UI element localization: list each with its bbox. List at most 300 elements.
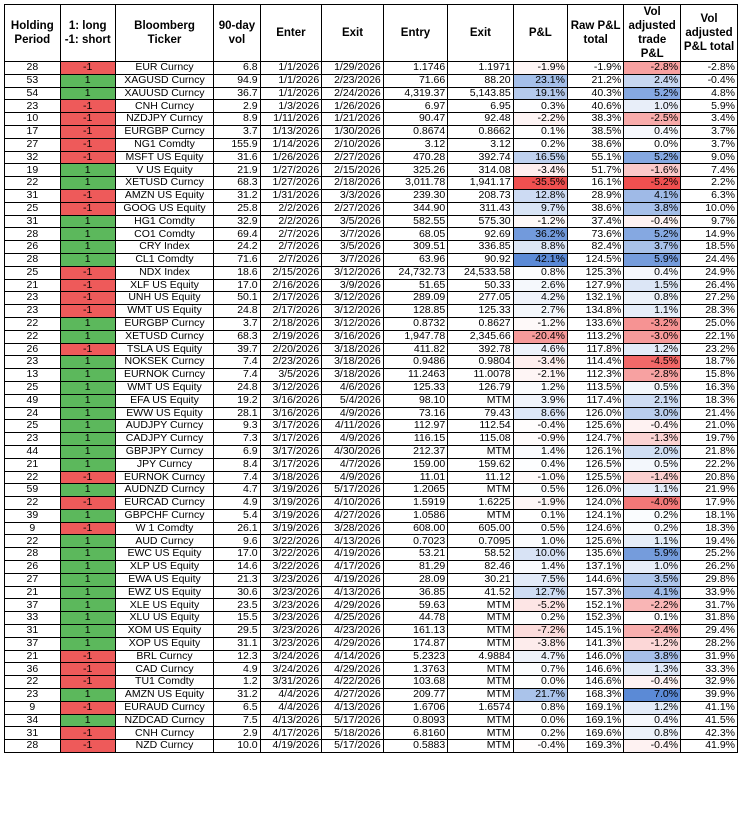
vol-adj-trade-pnl-cell: 5.9% (624, 548, 681, 561)
exit-price-cell: 30.21 (448, 573, 513, 586)
holding-period-cell: 22 (5, 177, 61, 190)
vol-adj-pnl-total-cell: 18.5% (681, 241, 738, 254)
vol-adj-trade-pnl-cell: 0.4% (624, 125, 681, 138)
enter-date-cell: 3/23/2026 (260, 586, 322, 599)
pnl-cell: 42.1% (513, 253, 567, 266)
ticker-cell: EURNOK Curncy (115, 471, 214, 484)
ticker-cell: AUDJPY Curncy (115, 420, 214, 433)
vol-adj-pnl-total-cell: 26.2% (681, 561, 738, 574)
entry-price-cell: 239.30 (383, 189, 447, 202)
table-row (5, 279, 738, 292)
vol-adj-trade-pnl-cell: 0.5% (624, 381, 681, 394)
holding-period-cell: 39 (5, 509, 61, 522)
direction-cell: -1 (60, 202, 115, 215)
vol-adj-pnl-total-cell: 18.7% (681, 356, 738, 369)
vol-cell: 31.1 (214, 637, 260, 650)
vol-cell: 4.9 (214, 497, 260, 510)
vol-adj-pnl-total-cell: 7.4% (681, 164, 738, 177)
vol-adj-pnl-total-cell: 29.8% (681, 573, 738, 586)
vol-adj-trade-pnl-cell: 1.1% (624, 484, 681, 497)
holding-period-cell: 26 (5, 241, 61, 254)
holding-period-cell: 31 (5, 625, 61, 638)
pnl-cell: 0.5% (513, 522, 567, 535)
ticker-cell: NZDJPY Curncy (115, 113, 214, 126)
vol-adj-trade-pnl-cell: 5.2% (624, 87, 681, 100)
exit-price-cell: 314.08 (448, 164, 513, 177)
entry-price-cell: 59.63 (383, 599, 447, 612)
header-row (5, 5, 738, 62)
raw-pnl-total-cell: 16.1% (567, 177, 623, 190)
vol-adj-pnl-total-cell: 16.3% (681, 381, 738, 394)
enter-date-cell: 3/16/2026 (260, 407, 322, 420)
enter-date-cell: 4/4/2026 (260, 689, 322, 702)
holding-period-cell: 23 (5, 292, 61, 305)
direction-cell: -1 (60, 522, 115, 535)
exit-date-cell: 4/23/2026 (322, 625, 384, 638)
holding-period-cell: 28 (5, 228, 61, 241)
raw-pnl-total-cell: 114.4% (567, 356, 623, 369)
enter-date-cell: 3/5/2026 (260, 369, 322, 382)
table-row (5, 561, 738, 574)
entry-price-cell: 1.0586 (383, 509, 447, 522)
vol-adj-trade-pnl-cell: 2.4% (624, 74, 681, 87)
entry-price-cell: 344.90 (383, 202, 447, 215)
raw-pnl-total-cell: 125.5% (567, 471, 623, 484)
exit-price-cell: 115.08 (448, 433, 513, 446)
holding-period-cell: 22 (5, 317, 61, 330)
ticker-cell: CNH Curncy (115, 727, 214, 740)
direction-cell: 1 (60, 228, 115, 241)
exit-date-cell: 3/12/2026 (322, 292, 384, 305)
ticker-cell: EWA US Equity (115, 573, 214, 586)
direction-cell: 1 (60, 215, 115, 228)
exit-price-cell: 92.69 (448, 228, 513, 241)
entry-price-cell: 28.09 (383, 573, 447, 586)
exit-price-cell: 4.9884 (448, 650, 513, 663)
pnl-cell: 3.9% (513, 394, 567, 407)
raw-pnl-total-cell: 124.1% (567, 509, 623, 522)
vol-adj-pnl-total-cell: 10.0% (681, 202, 738, 215)
vol-cell: 31.2 (214, 189, 260, 202)
holding-period-cell: 25 (5, 420, 61, 433)
ticker-cell: EURGBP Curncy (115, 317, 214, 330)
exit-price-cell: 88.20 (448, 74, 513, 87)
table-row (5, 445, 738, 458)
raw-pnl-total-cell: 144.6% (567, 573, 623, 586)
pnl-cell: 1.4% (513, 561, 567, 574)
vol-cell: 7.5 (214, 714, 260, 727)
raw-pnl-total-cell: 146.6% (567, 663, 623, 676)
enter-date-cell: 3/17/2026 (260, 445, 322, 458)
exit-date-cell: 3/7/2026 (322, 228, 384, 241)
ticker-cell: CADJPY Curncy (115, 433, 214, 446)
exit-price-cell: MTM (448, 612, 513, 625)
ticker-cell: AUDNZD Curncy (115, 484, 214, 497)
holding-period-cell: 31 (5, 189, 61, 202)
vol-adj-trade-pnl-cell: 3.8% (624, 650, 681, 663)
vol-adj-trade-pnl-cell: 1.0% (624, 100, 681, 113)
pnl-cell: 21.7% (513, 689, 567, 702)
holding-period-cell: 37 (5, 599, 61, 612)
pnl-cell: 1.4% (513, 445, 567, 458)
exit-date-cell: 2/27/2026 (322, 151, 384, 164)
table-row (5, 292, 738, 305)
vol-adj-trade-pnl-cell: -2.5% (624, 113, 681, 126)
raw-pnl-total-cell: 40.6% (567, 100, 623, 113)
exit-date-cell: 2/10/2026 (322, 138, 384, 151)
vol-adj-pnl-total-cell: 22.2% (681, 458, 738, 471)
direction-cell: 1 (60, 420, 115, 433)
raw-pnl-total-cell: 40.3% (567, 87, 623, 100)
vol-cell: 9.3 (214, 420, 260, 433)
exit-date-cell: 3/16/2026 (322, 330, 384, 343)
direction-cell: 1 (60, 458, 115, 471)
holding-period-cell: 32 (5, 151, 61, 164)
header-vol-adj-trade-pnl: Vol adjusted trade P&L (624, 5, 681, 62)
direction-cell: 1 (60, 573, 115, 586)
entry-price-cell: 411.82 (383, 343, 447, 356)
pnl-cell: 8.6% (513, 407, 567, 420)
vol-cell: 2.9 (214, 100, 260, 113)
holding-period-cell: 33 (5, 612, 61, 625)
pnl-cell: -1.0% (513, 471, 567, 484)
table-row (5, 663, 738, 676)
raw-pnl-total-cell: 112.3% (567, 369, 623, 382)
holding-period-cell: 21 (5, 586, 61, 599)
entry-price-cell: 470.28 (383, 151, 447, 164)
table-row (5, 317, 738, 330)
exit-price-cell: 125.33 (448, 305, 513, 318)
vol-adj-trade-pnl-cell: -2.2% (624, 599, 681, 612)
direction-cell: 1 (60, 625, 115, 638)
vol-adj-pnl-total-cell: 19.7% (681, 433, 738, 446)
header-vol: 90-day vol (214, 5, 260, 62)
vol-adj-trade-pnl-cell: -2.4% (624, 625, 681, 638)
enter-date-cell: 2/17/2026 (260, 292, 322, 305)
enter-date-cell: 3/22/2026 (260, 561, 322, 574)
exit-price-cell: 11.12 (448, 471, 513, 484)
vol-adj-pnl-total-cell: 15.8% (681, 369, 738, 382)
ticker-cell: EFA US Equity (115, 394, 214, 407)
entry-price-cell: 73.16 (383, 407, 447, 420)
entry-price-cell: 24,732.73 (383, 266, 447, 279)
exit-date-cell: 4/9/2026 (322, 407, 384, 420)
vol-adj-trade-pnl-cell: 7.0% (624, 689, 681, 702)
ticker-cell: EURCAD Curncy (115, 497, 214, 510)
table-row (5, 714, 738, 727)
raw-pnl-total-cell: 37.4% (567, 215, 623, 228)
table-row (5, 433, 738, 446)
entry-price-cell: 125.33 (383, 381, 447, 394)
holding-period-cell: 23 (5, 356, 61, 369)
vol-adj-trade-pnl-cell: 3.7% (624, 241, 681, 254)
raw-pnl-total-cell: 126.0% (567, 407, 623, 420)
exit-price-cell: 58.52 (448, 548, 513, 561)
raw-pnl-total-cell: 38.6% (567, 138, 623, 151)
enter-date-cell: 1/14/2026 (260, 138, 322, 151)
entry-price-cell: 81.29 (383, 561, 447, 574)
vol-adj-pnl-total-cell: 24.9% (681, 266, 738, 279)
raw-pnl-total-cell: 38.3% (567, 113, 623, 126)
table-row (5, 522, 738, 535)
vol-cell: 12.3 (214, 650, 260, 663)
vol-cell: 29.5 (214, 625, 260, 638)
enter-date-cell: 3/23/2026 (260, 637, 322, 650)
exit-price-cell: MTM (448, 727, 513, 740)
vol-adj-pnl-total-cell: 18.1% (681, 509, 738, 522)
header-direction: 1: long -1: short (60, 5, 115, 62)
holding-period-cell: 21 (5, 458, 61, 471)
direction-cell: 1 (60, 548, 115, 561)
table-row (5, 253, 738, 266)
ticker-cell: XLP US Equity (115, 561, 214, 574)
enter-date-cell: 3/23/2026 (260, 625, 322, 638)
header-enter-date: Enter (260, 5, 322, 62)
raw-pnl-total-cell: 117.4% (567, 394, 623, 407)
vol-cell: 10.0 (214, 740, 260, 753)
direction-cell: 1 (60, 535, 115, 548)
pnl-cell: -0.9% (513, 433, 567, 446)
exit-date-cell: 3/9/2026 (322, 279, 384, 292)
exit-date-cell: 3/18/2026 (322, 369, 384, 382)
vol-cell: 7.4 (214, 356, 260, 369)
raw-pnl-total-cell: 125.6% (567, 420, 623, 433)
enter-date-cell: 3/16/2026 (260, 394, 322, 407)
exit-price-cell: 605.00 (448, 522, 513, 535)
entry-price-cell: 1.1746 (383, 62, 447, 75)
direction-cell: 1 (60, 164, 115, 177)
entry-price-cell: 1.6706 (383, 701, 447, 714)
exit-price-cell: MTM (448, 484, 513, 497)
exit-date-cell: 1/30/2026 (322, 125, 384, 138)
ticker-cell: WMT US Equity (115, 381, 214, 394)
vol-adj-pnl-total-cell: 32.9% (681, 676, 738, 689)
table-body (5, 62, 738, 753)
table-row (5, 369, 738, 382)
vol-adj-pnl-total-cell: 27.2% (681, 292, 738, 305)
ticker-cell: EURGBP Curncy (115, 125, 214, 138)
enter-date-cell: 3/24/2026 (260, 650, 322, 663)
vol-adj-pnl-total-cell: 4.8% (681, 87, 738, 100)
pnl-cell: 2.6% (513, 279, 567, 292)
raw-pnl-total-cell: 125.6% (567, 535, 623, 548)
enter-date-cell: 3/23/2026 (260, 599, 322, 612)
exit-price-cell: 392.78 (448, 343, 513, 356)
table-row (5, 330, 738, 343)
ticker-cell: NDX Index (115, 266, 214, 279)
enter-date-cell: 1/13/2026 (260, 125, 322, 138)
ticker-cell: TSLA US Equity (115, 343, 214, 356)
ticker-cell: MSFT US Equity (115, 151, 214, 164)
vol-adj-pnl-total-cell: 3.7% (681, 125, 738, 138)
raw-pnl-total-cell: 126.1% (567, 445, 623, 458)
enter-date-cell: 1/26/2026 (260, 151, 322, 164)
direction-cell: 1 (60, 330, 115, 343)
table-row (5, 676, 738, 689)
vol-cell: 2.9 (214, 727, 260, 740)
table-row (5, 138, 738, 151)
pnl-cell: -1.9% (513, 62, 567, 75)
table-row (5, 266, 738, 279)
table-row (5, 62, 738, 75)
holding-period-cell: 28 (5, 740, 61, 753)
header-ticker: Bloomberg Ticker (115, 5, 214, 62)
vol-adj-pnl-total-cell: 21.9% (681, 484, 738, 497)
vol-adj-trade-pnl-cell: 2.1% (624, 394, 681, 407)
raw-pnl-total-cell: 126.0% (567, 484, 623, 497)
enter-date-cell: 3/18/2026 (260, 471, 322, 484)
holding-period-cell: 28 (5, 548, 61, 561)
exit-price-cell: MTM (448, 714, 513, 727)
raw-pnl-total-cell: 146.6% (567, 676, 623, 689)
holding-period-cell: 22 (5, 535, 61, 548)
table-row (5, 458, 738, 471)
vol-adj-trade-pnl-cell: 2.0% (624, 445, 681, 458)
entry-price-cell: 36.85 (383, 586, 447, 599)
enter-date-cell: 3/31/2026 (260, 676, 322, 689)
direction-cell: 1 (60, 369, 115, 382)
direction-cell: -1 (60, 740, 115, 753)
table-row (5, 689, 738, 702)
ticker-cell: AMZN US Equity (115, 189, 214, 202)
entry-price-cell: 98.10 (383, 394, 447, 407)
vol-cell: 69.4 (214, 228, 260, 241)
pnl-cell: 7.5% (513, 573, 567, 586)
ticker-cell: AUD Curncy (115, 535, 214, 548)
vol-cell: 3.7 (214, 317, 260, 330)
pnl-cell: -7.2% (513, 625, 567, 638)
exit-date-cell: 4/25/2026 (322, 612, 384, 625)
ticker-cell: AMZN US Equity (115, 689, 214, 702)
holding-period-cell: 28 (5, 253, 61, 266)
ticker-cell: XAUUSD Curncy (115, 87, 214, 100)
raw-pnl-total-cell: 133.6% (567, 317, 623, 330)
direction-cell: 1 (60, 689, 115, 702)
holding-period-cell: 22 (5, 330, 61, 343)
vol-adj-trade-pnl-cell: -4.0% (624, 497, 681, 510)
direction-cell: 1 (60, 317, 115, 330)
pnl-cell: -3.8% (513, 637, 567, 650)
table-row (5, 381, 738, 394)
vol-adj-trade-pnl-cell: -0.4% (624, 676, 681, 689)
ticker-cell: CO1 Comdty (115, 228, 214, 241)
vol-adj-trade-pnl-cell: 1.3% (624, 663, 681, 676)
exit-price-cell: 11.0078 (448, 369, 513, 382)
holding-period-cell: 23 (5, 100, 61, 113)
exit-price-cell: 336.85 (448, 241, 513, 254)
exit-price-cell: 79.43 (448, 407, 513, 420)
vol-adj-trade-pnl-cell: 1.2% (624, 701, 681, 714)
entry-price-cell: 11.2463 (383, 369, 447, 382)
vol-adj-pnl-total-cell: 41.5% (681, 714, 738, 727)
vol-cell: 32.9 (214, 215, 260, 228)
vol-adj-pnl-total-cell: 21.8% (681, 445, 738, 458)
raw-pnl-total-cell: 55.1% (567, 151, 623, 164)
table-row (5, 586, 738, 599)
vol-cell: 1.2 (214, 676, 260, 689)
table-row (5, 164, 738, 177)
enter-date-cell: 2/2/2026 (260, 202, 322, 215)
holding-period-cell: 25 (5, 266, 61, 279)
holding-period-cell: 23 (5, 433, 61, 446)
vol-adj-pnl-total-cell: 31.9% (681, 650, 738, 663)
entry-price-cell: 309.51 (383, 241, 447, 254)
exit-price-cell: 0.8662 (448, 125, 513, 138)
raw-pnl-total-cell: 113.5% (567, 381, 623, 394)
vol-cell: 68.3 (214, 177, 260, 190)
header-vol-adj-pnl-total: Vol adjusted P&L total (681, 5, 738, 62)
raw-pnl-total-cell: 82.4% (567, 241, 623, 254)
exit-date-cell: 4/13/2026 (322, 586, 384, 599)
entry-price-cell: 289.09 (383, 292, 447, 305)
vol-adj-pnl-total-cell: 31.7% (681, 599, 738, 612)
holding-period-cell: 25 (5, 381, 61, 394)
vol-adj-pnl-total-cell: 9.7% (681, 215, 738, 228)
vol-cell: 6.5 (214, 701, 260, 714)
pnl-cell: 36.2% (513, 228, 567, 241)
pnl-cell: 4.7% (513, 650, 567, 663)
enter-date-cell: 4/13/2026 (260, 714, 322, 727)
ticker-cell: XLU US Equity (115, 612, 214, 625)
table-row (5, 407, 738, 420)
pnl-cell: 12.8% (513, 189, 567, 202)
exit-price-cell: 92.48 (448, 113, 513, 126)
enter-date-cell: 1/1/2026 (260, 62, 322, 75)
raw-pnl-total-cell: 73.6% (567, 228, 623, 241)
ticker-cell: NG1 Comdty (115, 138, 214, 151)
holding-period-cell: 19 (5, 164, 61, 177)
entry-price-cell: 159.00 (383, 458, 447, 471)
exit-date-cell: 1/29/2026 (322, 62, 384, 75)
vol-adj-trade-pnl-cell: -1.3% (624, 433, 681, 446)
vol-adj-trade-pnl-cell: 0.8% (624, 292, 681, 305)
entry-price-cell: 51.65 (383, 279, 447, 292)
vol-cell: 7.4 (214, 369, 260, 382)
entry-price-cell: 0.7023 (383, 535, 447, 548)
vol-adj-trade-pnl-cell: 4.1% (624, 586, 681, 599)
vol-adj-pnl-total-cell: 29.4% (681, 625, 738, 638)
raw-pnl-total-cell: 145.1% (567, 625, 623, 638)
vol-adj-pnl-total-cell: 31.8% (681, 612, 738, 625)
vol-adj-trade-pnl-cell: 1.0% (624, 561, 681, 574)
vol-adj-pnl-total-cell: 24.4% (681, 253, 738, 266)
vol-cell: 6.9 (214, 445, 260, 458)
vol-adj-trade-pnl-cell: 0.1% (624, 612, 681, 625)
pnl-cell: -5.2% (513, 599, 567, 612)
table-row (5, 177, 738, 190)
holding-period-cell: 23 (5, 689, 61, 702)
raw-pnl-total-cell: 134.8% (567, 305, 623, 318)
direction-cell: 1 (60, 637, 115, 650)
table-row (5, 228, 738, 241)
vol-cell: 17.0 (214, 548, 260, 561)
entry-price-cell: 11.01 (383, 471, 447, 484)
holding-period-cell: 28 (5, 62, 61, 75)
enter-date-cell: 2/7/2026 (260, 228, 322, 241)
exit-price-cell: 2,345.66 (448, 330, 513, 343)
pnl-cell: 0.2% (513, 612, 567, 625)
exit-price-cell: 50.33 (448, 279, 513, 292)
enter-date-cell: 1/27/2026 (260, 177, 322, 190)
exit-date-cell: 3/3/2026 (322, 189, 384, 202)
pnl-cell: -0.4% (513, 420, 567, 433)
exit-date-cell: 4/9/2026 (322, 433, 384, 446)
direction-cell: 1 (60, 484, 115, 497)
ticker-cell: CRY Index (115, 241, 214, 254)
exit-price-cell: 6.95 (448, 100, 513, 113)
entry-price-cell: 116.15 (383, 433, 447, 446)
raw-pnl-total-cell: 169.1% (567, 714, 623, 727)
